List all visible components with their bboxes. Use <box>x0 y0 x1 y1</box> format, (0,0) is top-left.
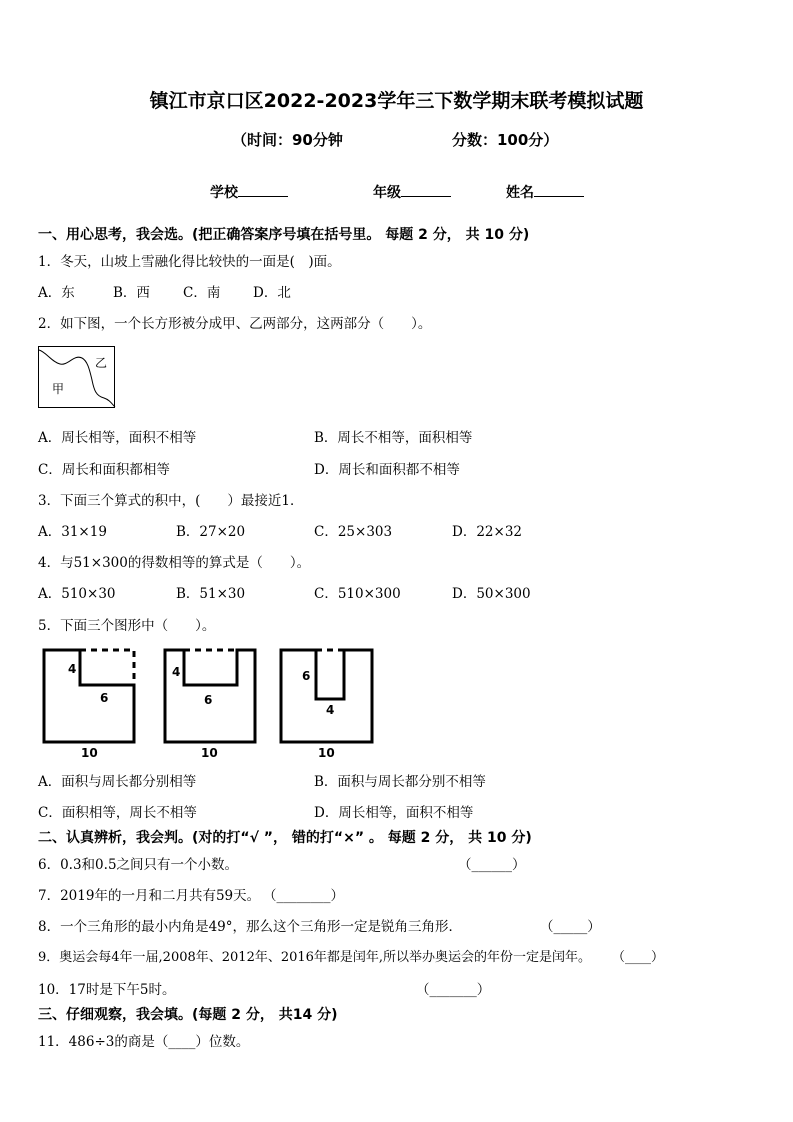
q1-option-d: D．北 <box>253 285 291 301</box>
question-11: 11．486÷3的商是（____）位数。 <box>38 1034 250 1050</box>
grade-field <box>373 182 451 202</box>
question-6: 6．0.3和0.5之间只有一个小数。 <box>38 857 239 873</box>
grade-label: 年级 <box>373 185 401 201</box>
q8-answer-paren[interactable]: （_____） <box>540 919 601 935</box>
q5-fig1-outline <box>44 650 134 742</box>
exam-time: （时间：90分钟 <box>232 131 343 149</box>
q2-label-jia: 甲 <box>52 382 65 396</box>
q5-fig3-label-10: 10 <box>318 746 335 760</box>
q10-answer-paren[interactable]: （_______） <box>416 982 491 998</box>
question-1: 1．冬天，山坡上雪融化得比较快的一面是( )面。 <box>38 254 341 270</box>
q1-option-c: C．南 <box>183 285 221 301</box>
q5-option-b: B．面积与周长都分别不相等 <box>314 774 486 790</box>
q2-label-yi: 乙 <box>95 356 108 370</box>
q4-option-b: B．51×30 <box>176 586 246 602</box>
section3-heading: 三、仔细观察，我会填。(每题 2 分， 共14 分) <box>38 1007 338 1023</box>
school-field <box>210 182 288 202</box>
q1-option-a: A．东 <box>38 285 75 301</box>
q5-fig3-label-6: 6 <box>302 669 311 683</box>
q2-rectangle-figure <box>38 346 116 409</box>
question-3: 3．下面三个算式的积中，( ）最接近1． <box>38 493 304 509</box>
q2-option-a: A．周长相等，面积不相等 <box>38 430 197 446</box>
q5-fig3-label-4: 4 <box>326 703 335 717</box>
section2-heading: 二、认真辨析，我会判。(对的打“√ ”， 错的打“×” 。 每题 2 分， 共 10 分) <box>38 830 532 846</box>
q5-fig2-label-6: 6 <box>204 693 213 707</box>
q5-fig1-label-6: 6 <box>100 691 109 705</box>
name-label: 姓名 <box>506 185 534 201</box>
question-5: 5．下面三个图形中（ ）。 <box>38 618 216 634</box>
q5-fig1-dashed <box>80 650 134 685</box>
page-title: 镇江市京口区2022-2023学年三下数学期末联考模拟试题 <box>149 90 644 112</box>
q2-option-d: D．周长和面积都不相等 <box>314 462 460 478</box>
q2-option-b: B．周长不相等，面积相等 <box>314 430 473 446</box>
q5-fig2-label-4: 4 <box>172 665 181 679</box>
grade-blank[interactable] <box>401 183 451 197</box>
q9-answer-paren[interactable]: （____） <box>612 950 665 965</box>
q2-option-c: C．周长和面积都相等 <box>38 462 170 478</box>
school-blank[interactable] <box>238 183 288 197</box>
question-8: 8．一个三角形的最小内角是49°，那么这个三角形一定是锐角三角形． <box>38 919 463 935</box>
q5-figure-2 <box>165 650 255 760</box>
name-blank[interactable] <box>534 183 584 197</box>
q5-figure-1 <box>44 650 134 760</box>
question-9: 9．奥运会每4年一届,2008年、2012年、2016年都是闰年,所以举办奥运会的年份一定是闰年。 <box>38 950 592 965</box>
q7-answer-paren[interactable]: （________） <box>263 888 344 904</box>
q1-option-b: B．西 <box>113 285 150 301</box>
school-label: 学校 <box>210 185 238 201</box>
q5-option-a: A．面积与周长都分别相等 <box>38 774 197 790</box>
q5-figures <box>38 644 378 762</box>
q3-option-d: D．22×32 <box>452 524 522 540</box>
question-4: 4．与51×300的得数相等的算式是（ ）。 <box>38 555 311 571</box>
q5-figure-3 <box>281 650 372 760</box>
q6-answer-paren[interactable]: （______） <box>458 857 526 873</box>
q5-option-c: C．面积相等，周长不相等 <box>38 805 197 821</box>
q4-option-a: A．510×30 <box>38 586 116 602</box>
question-2: 2．如下图，一个长方形被分成甲、乙两部分，这两部分（ ）。 <box>38 316 432 332</box>
q5-fig2-label-10: 10 <box>201 746 218 760</box>
name-field <box>506 182 584 202</box>
exam-score: 分数：100分） <box>452 131 559 149</box>
q3-option-c: C．25×303 <box>314 524 393 540</box>
q3-option-b: B．27×20 <box>176 524 246 540</box>
question-7: 7．2019年的一月和二月共有59天。 <box>38 888 261 904</box>
section1-heading: 一、用心思考，我会选。(把正确答案序号填在括号里。 每题 2 分， 共 10 分) <box>38 227 530 243</box>
q4-option-c: C．510×300 <box>314 586 401 602</box>
question-10: 10．17时是下午5时。 <box>38 982 176 998</box>
q3-option-a: A．31×19 <box>38 524 107 540</box>
q5-fig3-outline <box>281 650 372 742</box>
q5-fig1-label-4: 4 <box>68 662 77 676</box>
q5-option-d: D．周长相等，面积不相等 <box>314 805 474 821</box>
q5-fig1-label-10: 10 <box>81 746 98 760</box>
q4-option-d: D．50×300 <box>452 586 531 602</box>
